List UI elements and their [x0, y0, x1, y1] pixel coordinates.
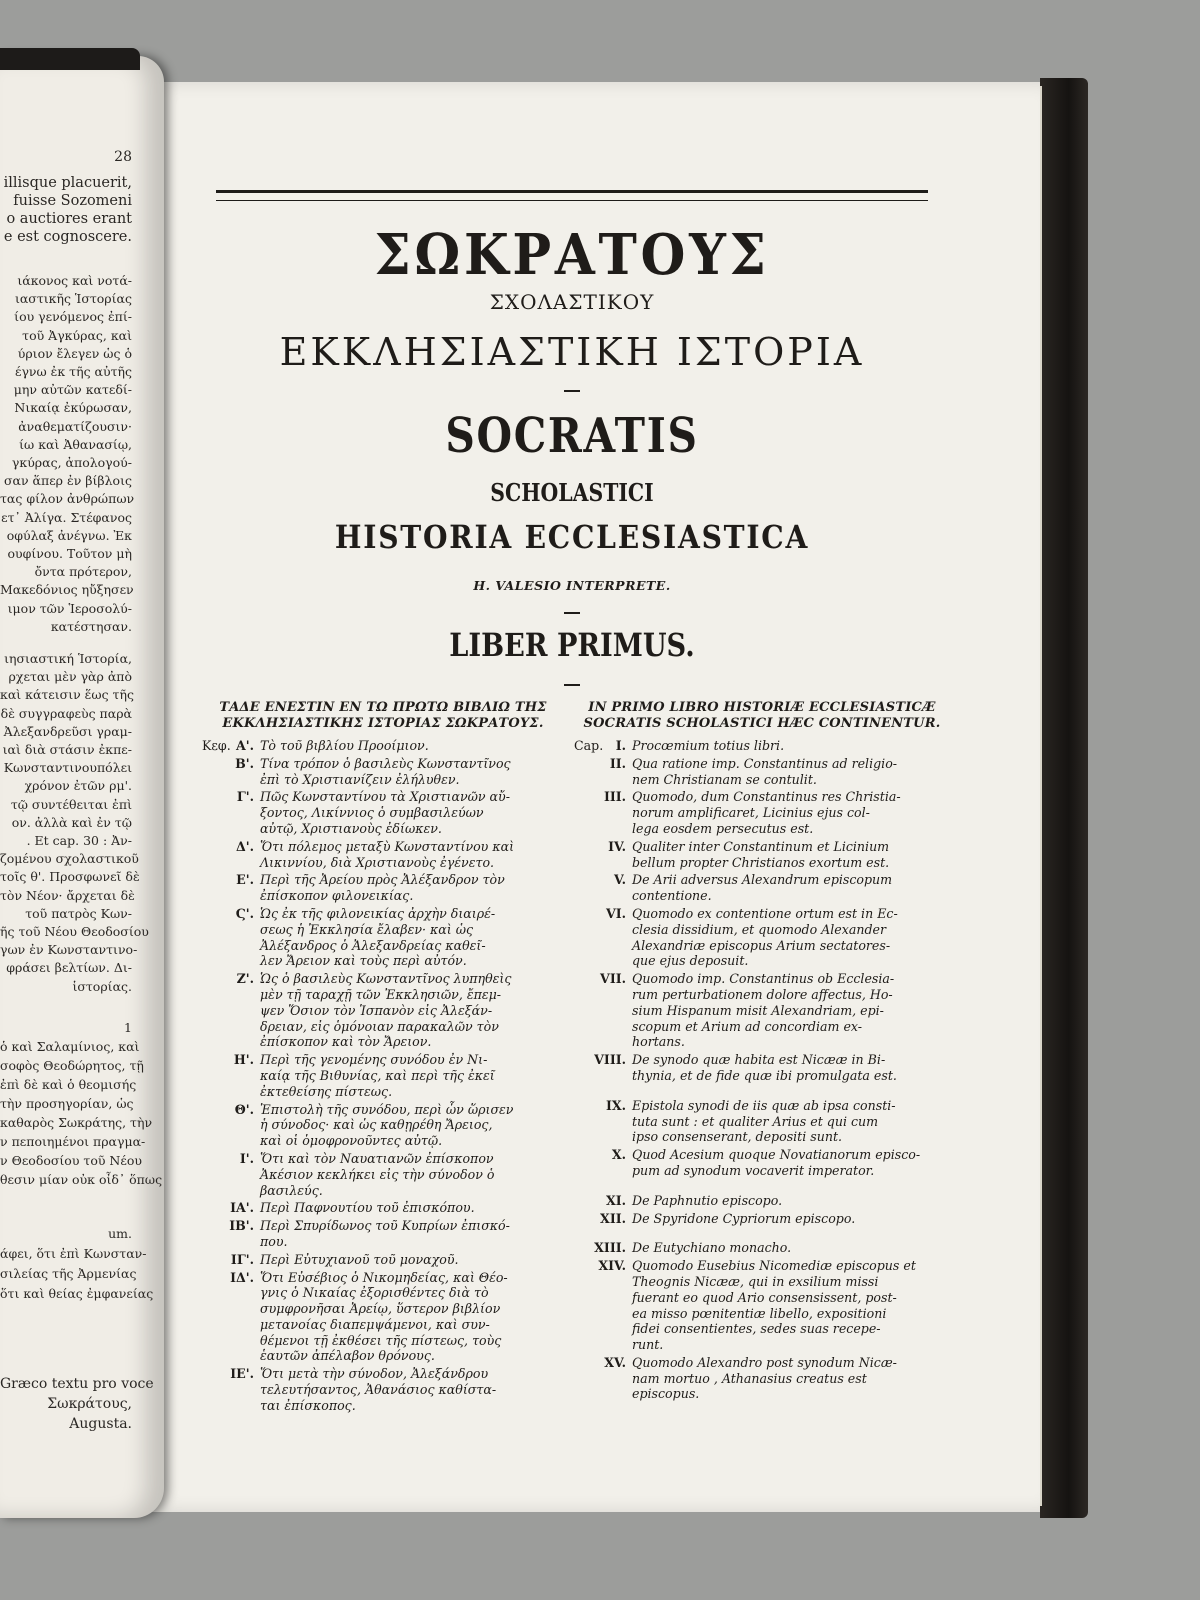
contents-entry: [206, 1102, 566, 1149]
chapter-number: XI.: [605, 1192, 626, 1208]
left-text-line: Νικαίᾳ ἐκύρωσαν,: [14, 400, 132, 416]
chapter-title-line: ἡ σύνοδος· καὶ ὡς καθῃρέθη Ἄρειος,: [260, 1117, 493, 1133]
chapter-title-line: αὐτῷ, Χριστιανοὺς ἐδίωκεν.: [260, 820, 442, 836]
chapter-title-line: fidei consentientes, sedes suas recepe-: [632, 1321, 881, 1337]
chapter-title-line: episcopus.: [632, 1386, 700, 1402]
chapter-title-line: Περὶ τῆς γενομένης συνόδου ἐν Νι-: [260, 1052, 488, 1068]
chapter-title-line: Πῶς Κωνσταντίνου τὰ Χριστιανῶν αὔ-: [260, 789, 510, 805]
book-spine: [1040, 78, 1088, 1518]
chapter-number: XIII.: [594, 1240, 626, 1256]
left-text-line: ἐπὶ δὲ καὶ ὁ θεομισής: [0, 1077, 137, 1092]
left-text-line: καὶ κάτεισιν ἕως τῆς: [0, 687, 134, 703]
left-text-line: σοφὸς Θεοδώρητος, τῇ: [0, 1058, 144, 1073]
chapter-title-line: Quomodo ex contentione ortum est in Ec-: [632, 905, 898, 921]
left-cover-edge: [0, 48, 140, 70]
greek-column-heading: [208, 700, 558, 732]
left-text-line: ον. ἀλλὰ καὶ ἐν τῷ: [11, 814, 132, 830]
chapter-title: [260, 1218, 566, 1250]
chapter-title-line: contentione.: [632, 888, 712, 904]
chapter-title-line: Theognis Nicææ, qui in exsilium missi: [632, 1273, 879, 1289]
chapter-title: [632, 1211, 948, 1227]
left-text-line: ῆς τοῦ Νέου Θεοδοσίου: [0, 924, 149, 940]
chapter-title: [632, 1147, 948, 1179]
chapter-title-line: De Eutychiano monacho.: [632, 1240, 792, 1256]
latin-epithet: SCHOLASTICI: [490, 478, 654, 507]
left-text-line: e est cognoscere.: [3, 229, 132, 245]
contents-entry: [578, 906, 948, 969]
chapter-title: [260, 756, 566, 788]
chapter-title-line: De Paphnutio episcopo.: [632, 1192, 783, 1208]
chapter-title-line: ἑαυτῶν ἀπέλαβον θρόνους.: [260, 1348, 435, 1364]
chapter-title-line: Ὅτι μετὰ τὴν σύνοδον, Ἀλεξάνδρου: [260, 1366, 489, 1382]
chapter-title-line: Qua ratione imp. Constantinus ad religio-: [632, 755, 898, 771]
left-text-line: χρόνον ἐτῶν ρμ'.: [24, 778, 132, 794]
chapter-number: VII.: [600, 971, 626, 987]
chapter-title-line: Quomodo Alexandro post synodum Nicæ-: [632, 1354, 897, 1370]
chapter-title-line: καίᾳ τῆς Βιθυνίας, καὶ περὶ τῆς ἐκεῖ: [260, 1067, 495, 1083]
left-text-line: ιμον τῶν Ἱεροσολύ-: [7, 600, 132, 616]
chapter-title-line: Ὅτι καὶ τὸν Ναυατιανῶν ἐπίσκοπον: [260, 1150, 494, 1166]
greek-author: ΣΩΚΡΑΤΟΥΣ: [374, 222, 770, 288]
chapter-title-line: Procœmium totius libri.: [632, 738, 785, 753]
left-text-line: ὄντα πρότερον,: [34, 564, 132, 580]
chapter-title-line: δρειαν, εἰς ὁμόνοιαν παρακαλῶν τὸν: [260, 1018, 499, 1034]
chapter-title-line: runt.: [632, 1337, 664, 1353]
chapter-number: XIV.: [598, 1258, 626, 1274]
chapter-number: III.: [603, 789, 626, 805]
left-text-line: Græco textu pro voce: [0, 1376, 154, 1392]
contents-entry: [578, 1052, 948, 1084]
contents-entry: [206, 1218, 566, 1250]
left-text-block: [0, 1018, 163, 1189]
chapter-title: [260, 1151, 566, 1198]
chapter-title-line: pum ad synodum vocaverit imperator.: [632, 1162, 875, 1178]
chapter-title-line: καὶ οἱ ὁμοφρονοῦντες αὐτῷ.: [260, 1133, 443, 1149]
chapter-number: VIII.: [594, 1052, 626, 1068]
chapter-title-line: Λικιννίου, διὰ Χριστιανοὺς ἐγένετο.: [260, 854, 495, 870]
chapter-title: [632, 971, 948, 1050]
chapter-number: Α'.: [235, 738, 254, 753]
chapter-title-line: Epistola synodi de iis quæ ab ipsa consti-: [632, 1097, 896, 1113]
contents-entry: [206, 1200, 566, 1216]
latin-column-heading: [582, 700, 942, 732]
chapter-title: [632, 1052, 948, 1084]
left-text-line: ύριον ἔλεγεν ὡς ὁ: [17, 345, 132, 361]
chapter-title: [260, 906, 566, 969]
chapter-title-line: thynia, et de fide quæ ibi promulgata est.: [632, 1067, 897, 1083]
chapter-title: [632, 1098, 948, 1145]
left-text-line: Ἀλεξανδρεῦσι γραμ-: [3, 723, 132, 739]
contents-entry: [578, 1240, 948, 1256]
chapter-title-line: τελευτήσαντος, Ἀθανάσιος καθίστα-: [260, 1382, 497, 1398]
chapter-title-line: ἐπὶ τὸ Χριστιανίζειν ἐλήλυθεν.: [260, 771, 460, 787]
chapter-title-line: hortans.: [632, 1034, 685, 1050]
chapter-title-line: rum perturbationem dolore affectus, Ho-: [632, 986, 893, 1002]
book-heading: LIBER PRIMUS.: [449, 626, 695, 664]
chapter-title-line: ἐκτεθείσης πίστεως.: [260, 1083, 393, 1099]
latin-title: HISTORIA ECCLESIASTICA: [334, 518, 810, 556]
contents-entry: [206, 789, 566, 836]
chapter-title-line: συμφρονῆσαι Ἀρείῳ, ὕστερον βιβλίον: [260, 1301, 501, 1317]
chapter-number: XII.: [600, 1210, 626, 1226]
contents-entry: [206, 1270, 566, 1365]
chapter-title-line: nem Christianam se contulit.: [632, 771, 817, 787]
left-text-line: illisque placuerit,: [3, 175, 132, 191]
left-text-line: ετ᾽ Ἀλίγα. Στέφανος: [1, 509, 132, 525]
chapter-title-line: scopum et Arium ad concordiam ex-: [632, 1018, 863, 1034]
left-text-block: [0, 272, 150, 636]
chapter-number: IX.: [605, 1097, 626, 1113]
chapter-title: [260, 872, 566, 904]
contents-entry: [578, 1193, 948, 1209]
chapter-title-line: Quod Acesium quoque Novatianorum episco-: [632, 1147, 921, 1163]
chapter-title-line: Περὶ Παφνουτίου τοῦ ἐπισκόπου.: [260, 1200, 475, 1216]
chapter-number: ΙΔ'.: [230, 1269, 254, 1285]
left-text-block: [0, 1224, 154, 1304]
left-text-line: Σωκράτους,: [47, 1396, 132, 1412]
left-text-line: τοῖς θ'. Προσφωνεῖ δὲ: [0, 869, 140, 885]
chapter-title: [632, 1240, 948, 1256]
chapter-title-line: Τὸ τοῦ βιβλίου Προοίμιον.: [260, 738, 429, 753]
latin-contents-list: [574, 738, 948, 1404]
left-text-line: άφει, ὅτι ἐπὶ Κωνσταν-: [0, 1246, 147, 1261]
chapter-title: [260, 1252, 566, 1268]
chapter-number: Ι'.: [239, 1150, 254, 1166]
chapter-title-line: Ὡς ἐκ τῆς φιλονεικίας ἀρχὴν διαιρέ-: [260, 905, 496, 921]
contents-entry: [206, 839, 566, 871]
chapter-title-line: ἐπίσκοπον καὶ τὸν Ἄρειον.: [260, 1034, 432, 1050]
left-text-line: θεσιν μίαν οὐκ οἶδ᾽ ὅπως: [0, 1172, 163, 1187]
chapter-title: [632, 789, 948, 836]
greek-contents-list: [202, 738, 566, 1416]
greek-epithet: ΣΧΟΛΑΣΤΙΚΟΥ: [489, 290, 655, 314]
left-text-line: τὴν προσηγορίαν, ὡς: [0, 1096, 134, 1111]
left-text-line: τῷ συντέθειται ἐπὶ: [10, 796, 132, 812]
chapter-title-line: De Arii adversus Alexandrum episcopum: [632, 872, 893, 888]
latin-author: SOCRATIS: [445, 408, 699, 464]
divider-dash: [564, 390, 580, 392]
left-text-block: [0, 1374, 154, 1434]
chapter-title: [260, 1052, 566, 1099]
chapter-number: ΙΓ'.: [230, 1251, 254, 1267]
chapter-title: [260, 1270, 566, 1365]
chapter-title-line: Περὶ Σπυρίδωνος τοῦ Κυπρίων ἐπισκό-: [260, 1218, 510, 1234]
chapter-abbrev: Κεφ.: [202, 738, 231, 753]
chapter-title-line: Alexandriæ episcopus Arium sectatores-: [632, 937, 891, 953]
chapter-title-line: ται ἐπίσκοπος.: [260, 1397, 356, 1413]
contents-entry: [206, 756, 566, 788]
left-text-line: δὲ συγγραφεὺς παρὰ: [0, 705, 132, 721]
left-text-line: γκύρας, ἀπολογού-: [11, 455, 132, 471]
left-text-line: ιαστικῆς Ἱστορίας: [14, 291, 132, 307]
left-text-line: γων ἐν Κωνσταντινο-: [0, 942, 138, 958]
chapter-title: [632, 1258, 948, 1353]
chapter-title-line: sium Hispanum misit Alexandriam, epi-: [632, 1002, 884, 1018]
chapter-number: Β'.: [235, 755, 254, 771]
chapter-title: [632, 756, 948, 788]
left-text-line: τὸν Νέον· ἄρχεται δὲ: [0, 887, 135, 903]
chapter-number: VI.: [605, 905, 626, 921]
left-text-line: σιλείας τῆς Ἀρμενίας: [0, 1266, 137, 1281]
chapter-title-line: ψεν Ὅσιον τὸν Ἱσπανὸν εἰς Ἀλεξάν-: [260, 1002, 493, 1018]
chapter-number: XV.: [604, 1354, 626, 1370]
chapter-title-line: μετανοίας διαπεμψάμενοι, καὶ συν-: [260, 1316, 490, 1332]
chapter-title-line: γνις ὁ Νικαίας ἐξορισθέντες διὰ τὸ: [260, 1285, 489, 1301]
contents-entry: [578, 839, 948, 871]
chapter-title-line: bellum propter Christianos exortum est.: [632, 854, 890, 870]
chapter-title-line: Τίνα τρόπον ὁ βασιλεὺς Κωνσταντῖνος: [260, 755, 511, 771]
interpreter-line: H. VALESIO INTERPRETE.: [473, 578, 671, 593]
heading-line: SOCRATIS SCHOLASTICI HÆC CONTINENTUR.: [583, 716, 941, 731]
left-text-line: . Et cap. 30 : Ἀν-: [26, 833, 132, 849]
left-text-block: [0, 650, 150, 996]
left-text-line: fuisse Sozomeni: [13, 193, 132, 209]
chapter-number: IV.: [608, 838, 626, 854]
left-text-line: ρχεται μὲν γὰρ ἀπὸ: [8, 669, 132, 685]
chapter-title-line: Quomodo, dum Constantinus res Christia-: [632, 789, 901, 805]
chapter-title: [632, 839, 948, 871]
chapter-title: [260, 1366, 566, 1413]
left-text-line: κατέστησαν.: [50, 618, 132, 634]
chapter-title: [260, 1102, 566, 1149]
chapter-number: V.: [614, 872, 626, 888]
chapter-title-line: fuerant eo quod Ario consensissent, post-: [632, 1289, 897, 1305]
chapter-title-line: lega eosdem persecutus est.: [632, 820, 814, 836]
contents-entry: [206, 1052, 566, 1099]
left-text-line: τοῦ Ἀγκύρας, καὶ: [22, 327, 132, 343]
chapter-title-line: De synodo quæ habita est Nicææ in Bi-: [632, 1052, 886, 1068]
chapter-title-line: Quomodo Eusebius Nicomediæ episcopus et: [632, 1258, 916, 1274]
divider-dash: [564, 684, 580, 686]
left-text-line: οφύλαξ ἀνέγνω. Ἐκ: [6, 527, 132, 543]
chapter-title-line: Qualiter inter Constantinum et Licinium: [632, 838, 890, 854]
chapter-title: [632, 1193, 948, 1209]
left-text-line: o auctiores erant: [6, 211, 132, 227]
chapter-title-line: σεως ἡ Ἐκκλησία ἔλαβεν· καὶ ὡς: [260, 921, 474, 937]
chapter-number: X.: [611, 1147, 626, 1163]
left-text-line: ιησιαστική Ἱστορία,: [4, 651, 132, 666]
chapter-title-line: Ὡς ὁ βασιλεὺς Κωνσταντῖνος λυπηθεὶς: [260, 971, 512, 987]
contents-entry: [206, 1151, 566, 1198]
chapter-title-line: Περὶ τῆς Ἀρείου πρὸς Ἀλέξανδρον τὸν: [260, 872, 505, 888]
chapter-title-line: ξοντος, Λικίννιος ὁ συμβασιλεύων: [260, 805, 484, 821]
left-text-line: ὁ καὶ Σαλαμίνιος, καὶ: [0, 1039, 140, 1054]
contents-entry: [206, 872, 566, 904]
chapter-title-line: που.: [260, 1233, 288, 1249]
contents-entry: [578, 1147, 948, 1179]
chapter-number: ΙΒ'.: [229, 1218, 254, 1234]
left-text-line: ν Θεοδοσίου τοῦ Νέου: [0, 1153, 142, 1168]
chapter-title: [632, 738, 948, 754]
left-text-line: φράσει βελτίων. Δι-: [6, 960, 132, 976]
left-page-number: 28: [114, 149, 132, 165]
chapter-number: II.: [609, 755, 626, 771]
heading-line: ΕΚΚΛΗΣΙΑΣΤΙΚΗΣ ΙΣΤΟΡΙΑΣ ΣΩΚΡΑΤΟΥΣ.: [222, 716, 544, 731]
left-text-line: ιαὶ διὰ στάσιν ἐκπε-: [2, 742, 132, 758]
left-text-line: ίου γενόμενος ἐπί-: [14, 309, 132, 325]
chapter-number: Ε'.: [236, 872, 254, 888]
divider-dash: [564, 612, 580, 614]
left-text-block: [0, 174, 150, 246]
chapter-title-line: Ἀλέξανδρος ὁ Ἀλεξανδρείας καθεῖ-: [260, 937, 486, 953]
chapter-number: Ζ'.: [236, 971, 254, 987]
left-text-line: έγνω ἐκ τῆς αὐτῆς: [14, 364, 132, 380]
chapter-number: ΙΕ'.: [230, 1366, 254, 1382]
heading-line: ΤΑΔΕ ΕΝΕΣΤΙΝ ΕΝ ΤΩ ΠΡΩΤΩ ΒΙΒΛΙΩ ΤΗΣ: [219, 700, 547, 715]
chapter-title: [260, 839, 566, 871]
chapter-title-line: De Spyridone Cypriorum episcopo.: [632, 1210, 856, 1226]
chapter-number: I.: [615, 738, 626, 753]
chapter-number: Η'.: [233, 1052, 254, 1068]
greek-title: ΕΚΚΛΗΣΙΑΣΤΙΚΗ ΙΣΤΟΡΙΑ: [279, 330, 865, 374]
heading-line: IN PRIMO LIBRO HISTORIÆ ECCLESIASTICÆ: [588, 700, 936, 715]
left-text-line: 1: [124, 1020, 132, 1035]
left-text-line: um.: [108, 1226, 132, 1241]
chapter-number: Ϛ'.: [235, 905, 254, 921]
chapter-title: [632, 872, 948, 904]
chapter-title-line: Ὅτι Εὐσέβιος ὁ Νικομηδείας, καὶ Θέο-: [260, 1269, 508, 1285]
chapter-title: [632, 906, 948, 969]
chapter-title-line: βασιλεύς.: [260, 1182, 323, 1198]
contents-entry: [578, 1355, 948, 1402]
chapter-title-line: λεν Ἄρειον καὶ τοὺς περὶ αὐτόν.: [260, 953, 467, 969]
chapter-number: Θ'.: [234, 1101, 254, 1117]
chapter-title: [260, 738, 566, 754]
contents-entry: [574, 738, 948, 754]
chapter-title-line: tuta sunt : et qualiter Arius et qui cum: [632, 1113, 879, 1129]
right-page: [146, 82, 1040, 1512]
chapter-title-line: μὲν τῇ ταραχῇ τῶν Ἐκκλησιῶν, ἔπεμ-: [260, 986, 502, 1002]
chapter-title-line: ἐπίσκοπον φιλονεικίας.: [260, 888, 414, 904]
chapter-title-line: norum amplificaret, Licinius ejus col-: [632, 805, 870, 821]
left-text-line: ἀναθεματίζουσιν·: [18, 418, 132, 434]
contents-entry: [206, 906, 566, 969]
left-text-line: καθαρὸς Σωκράτης, τὴν: [0, 1115, 153, 1130]
chapter-title: [260, 1200, 566, 1216]
left-text-line: τοῦ πατρὸς Κων-: [25, 905, 132, 921]
chapter-title-line: Ἀκέσιον κεκλήκει εἰς τὴν σύνοδον ὁ: [260, 1166, 495, 1182]
chapter-title-line: ipso consenserant, depositi sunt.: [632, 1129, 843, 1145]
left-text-line: ἱστορίας.: [72, 978, 132, 994]
left-text-line: σαν ἅπερ ἐν βίβλοις: [4, 473, 132, 489]
chapter-title-line: clesia dissidium, et quomodo Alexander: [632, 921, 887, 937]
contents-entry: [578, 789, 948, 836]
left-text-line: ζομένου σχολαστικοῦ: [0, 851, 139, 867]
left-text-line: μην αὐτῶν κατεδί-: [13, 382, 132, 398]
chapter-title-line: que ejus deposuit.: [632, 953, 749, 969]
left-text-line: τας φίλον ἀνθρώπων: [0, 491, 135, 507]
left-text-line: ν πεποιημένοι πραγμα-: [0, 1134, 146, 1149]
contents-entry: [578, 872, 948, 904]
chapter-title-line: ea misso pœnitentiæ libello, expositioni: [632, 1305, 887, 1321]
chapter-title: [260, 789, 566, 836]
chapter-title-line: nam mortuo , Athanasius creatus est: [632, 1370, 867, 1386]
contents-entry: [206, 1252, 566, 1268]
left-text-line: ίω καὶ Ἀθανασίῳ,: [19, 436, 132, 452]
chapter-title-line: Ὅτι πόλεμος μεταξὺ Κωνσταντίνου καὶ: [260, 838, 515, 854]
contents-entry: [578, 756, 948, 788]
left-text-line: ουφίνου. Τοῦτον μὴ: [7, 546, 132, 562]
chapter-number: ΙΑ'.: [230, 1200, 254, 1216]
contents-entry: [202, 738, 566, 754]
chapter-title: [632, 1355, 948, 1402]
left-text-line: Μακεδόνιος ηὔξησεν: [0, 582, 134, 598]
left-text-line: ὅτι καὶ θείας ἐμφανείας: [0, 1286, 154, 1301]
chapter-title-line: θέμενοι τῇ ἐκθέσει τῆς πίστεως, τοὺς: [260, 1332, 502, 1348]
left-text-line: ιάκονος καὶ νοτά-: [17, 273, 132, 288]
left-text-line: Augusta.: [69, 1416, 132, 1432]
contents-entry: [578, 1211, 948, 1227]
header-rule: [216, 190, 928, 201]
chapter-title-line: Ἐπιστολὴ τῆς συνόδου, περὶ ὧν ὥρισεν: [260, 1101, 514, 1117]
chapter-abbrev: Cap.: [574, 738, 604, 753]
chapter-number: Γ'.: [236, 789, 254, 805]
chapter-number: Δ'.: [235, 838, 254, 854]
contents-entry: [206, 1366, 566, 1413]
contents-entry: [578, 971, 948, 1050]
chapter-title-line: Quomodo imp. Constantinus ob Ecclesia-: [632, 971, 895, 987]
left-text-line: Κωνσταντινουπόλει: [3, 760, 132, 776]
contents-entry: [578, 1098, 948, 1145]
left-page: [0, 56, 164, 1518]
contents-entry: [578, 1258, 948, 1353]
chapter-title: [260, 971, 566, 1050]
contents-entry: [206, 971, 566, 1050]
chapter-title-line: Περὶ Εὐτυχιανοῦ τοῦ μοναχοῦ.: [260, 1251, 459, 1267]
